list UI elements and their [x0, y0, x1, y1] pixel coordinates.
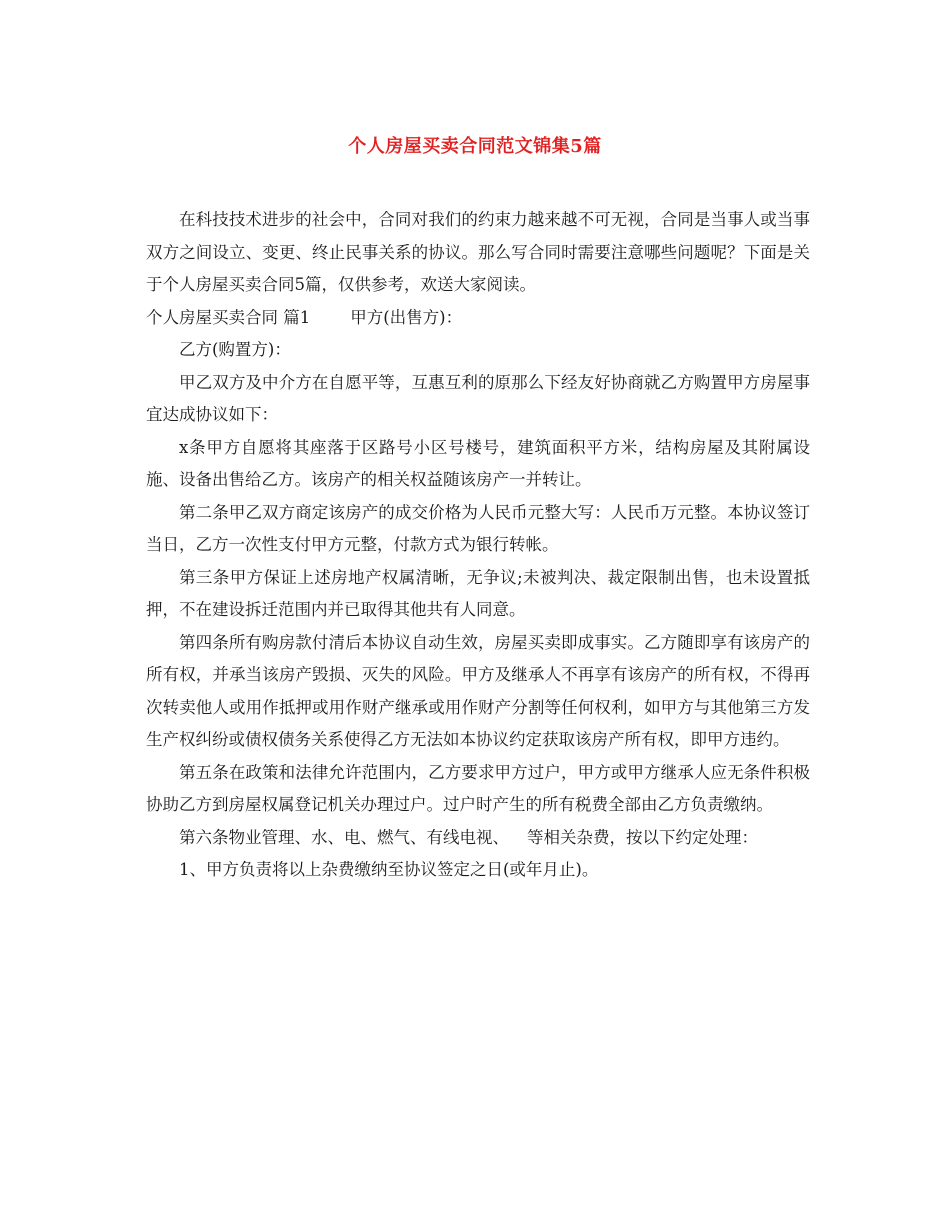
party-a-label: 甲方(出售方)：	[350, 307, 463, 327]
paragraph-6: 第五条在政策和法律允许范围内，乙方要求甲方过户，甲方或甲方继承人应无条件积极协助乙方到房屋权属登记机关办理过户。过户时产生的所有税费全部由乙方负责缴纳。	[146, 762, 810, 814]
party-b-label: 乙方(购置方)：	[179, 340, 291, 359]
document-body	[146, 204, 810, 887]
paragraph-7-part-a: 第六条物业管理、水、电、燃气、有线电视、	[179, 827, 509, 847]
paragraph-7	[146, 822, 810, 855]
paragraph-8: 1、甲方负责将以上杂费缴纳至协议签定之日(或年月止)。	[179, 860, 599, 879]
paragraph-4: 第三条甲方保证上述房地产权属清晰，无争议;未被判决、裁定限制出售，也未设置抵押，不在建设拆迁范围内并已取得其他共有人同意。	[146, 567, 810, 619]
paragraph-7-part-b: 等相关杂费，按以下约定处理：	[527, 827, 758, 847]
paragraph-2: x条甲方自愿将其座落于区路号小区号楼号，建筑面积平方米，结构房屋及其附属设施、设备出售给乙方。该房产的相关权益随该房产一并转让。	[146, 437, 810, 489]
section-heading-line	[146, 302, 810, 335]
document-title: 个人房屋买卖合同范文锦集5篇	[348, 136, 602, 157]
paragraph-1: 甲乙双方及中介方在自愿平等，互惠互利的原那么下经友好协商就乙方购置甲方房屋事宜达成协议如下：	[146, 372, 810, 424]
paragraph-3: 第二条甲乙双方商定该房产的成交价格为人民币元整大写：人民币万元整。本协议签订当日，乙方一次性支付甲方元整，付款方式为银行转帐。	[146, 502, 810, 554]
section-heading: 个人房屋买卖合同 篇1	[146, 307, 311, 327]
paragraph-5: 第四条所有购房款付清后本协议自动生效，房屋买卖即成事实。乙方随即享有该房产的所有权，并承当该房产毁损、灭失的风险。甲方及继承人不再享有该房产的所有权，不得再次转卖他人或用作抵押或用作财产继承或用作财产分割等任何权利，如甲方与其他第三方发生产权纠纷或债权债务关系使得乙方无法如本协议约定获取该房产所有权，即甲方违约。	[146, 632, 810, 749]
intro-paragraph: 在科技技术进步的社会中，合同对我们的约束力越来越不可无视，合同是当事人或当事双方之间设立、变更、终止民事关系的协议。那么写合同时需要注意哪些问题呢？下面是关于个人房屋买卖合同5篇，仅供参考，欢送大家阅读。	[146, 210, 810, 294]
